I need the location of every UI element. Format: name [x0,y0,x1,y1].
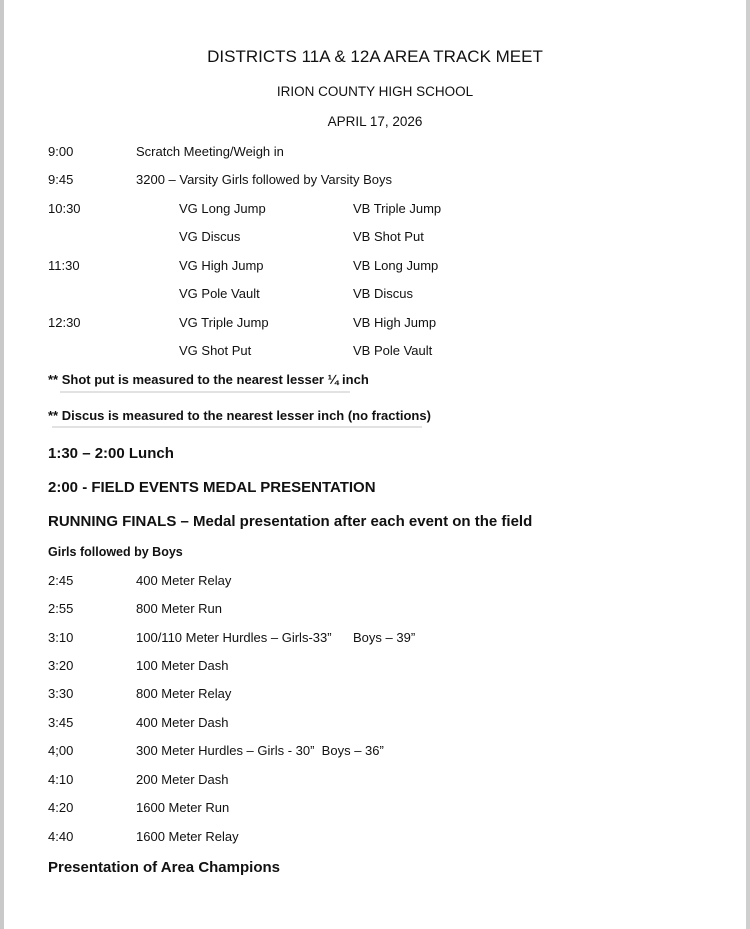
school-name: IRION COUNTY HIGH SCHOOL [276,84,474,99]
boys-field-event: VB Pole Vault [353,343,433,358]
finals-event: 800 Meter Run [136,601,222,616]
schedule-time: 11:30 [48,258,80,273]
finals-time: 2:45 [48,573,74,588]
boys-field-event: VB Discus [353,286,413,301]
schedule-time: 9:00 [48,144,74,159]
page-right-edge [746,0,750,929]
finals-event-extra: Boys – 39” [353,630,416,645]
girls-field-event: VG Pole Vault [179,286,260,301]
lunch-heading: 1:30 – 2:00 Lunch [48,445,174,462]
finals-event: 400 Meter Relay [136,573,232,588]
discus-note: ** Discus is measured to the nearest lesser inch (no fractions) [48,408,431,423]
girls-field-event: VG Discus [179,229,241,244]
finals-time: 2:55 [48,601,74,616]
finals-event: 200 Meter Dash [136,772,229,787]
scan-smudge [52,426,422,428]
finals-event: 1600 Meter Run [136,800,230,815]
schedule-time: 12:30 [48,315,81,330]
finals-time: 4;00 [48,743,74,758]
schedule-time: 9:45 [48,172,74,187]
boys-field-event: VB Long Jump [353,258,439,273]
finals-time: 3:20 [48,658,74,673]
schedule-time: 10:30 [48,201,81,216]
finals-time: 4:40 [48,829,74,844]
girls-field-event: VG Shot Put [179,343,252,358]
finals-time: 4:20 [48,800,74,815]
finals-time: 4:10 [48,772,74,787]
finals-event: 400 Meter Dash [136,715,229,730]
finals-event: 1600 Meter Relay [136,829,239,844]
finals-time: 3:30 [48,686,74,701]
finals-time: 3:45 [48,715,74,730]
schedule-event: Scratch Meeting/Weigh in [136,144,284,159]
running-finals-heading: RUNNING FINALS – Medal presentation after each event on the field [48,513,533,530]
boys-field-event: VB Shot Put [353,229,424,244]
boys-field-event: VB Triple Jump [353,201,442,216]
shot-put-note: ** Shot put is measured to the nearest lesser ¼ inch [48,372,369,387]
finals-event: 300 Meter Hurdles – Girls - 30” Boys – 36” [136,743,384,758]
boys-field-event: VB High Jump [353,315,437,330]
closing-heading: Presentation of Area Champions [48,859,280,876]
meet-date: APRIL 17, 2026 [327,114,423,129]
girls-field-event: VG High Jump [179,258,264,273]
schedule-event: 3200 – Varsity Girls followed by Varsity Boys [136,172,393,187]
meet-title: DISTRICTS 11A & 12A AREA TRACK MEET [207,47,543,66]
order-note: Girls followed by Boys [48,545,183,559]
page-left-edge [0,0,4,929]
finals-event: 800 Meter Relay [136,686,232,701]
scan-smudge [60,391,350,393]
girls-field-event: VG Triple Jump [179,315,269,330]
finals-event: 100/110 Meter Hurdles – Girls-33” [136,630,332,645]
girls-field-event: VG Long Jump [179,201,266,216]
finals-time: 3:10 [48,630,74,645]
field-medal-heading: 2:00 - FIELD EVENTS MEDAL PRESENTATION [48,479,376,496]
finals-event: 100 Meter Dash [136,658,229,673]
